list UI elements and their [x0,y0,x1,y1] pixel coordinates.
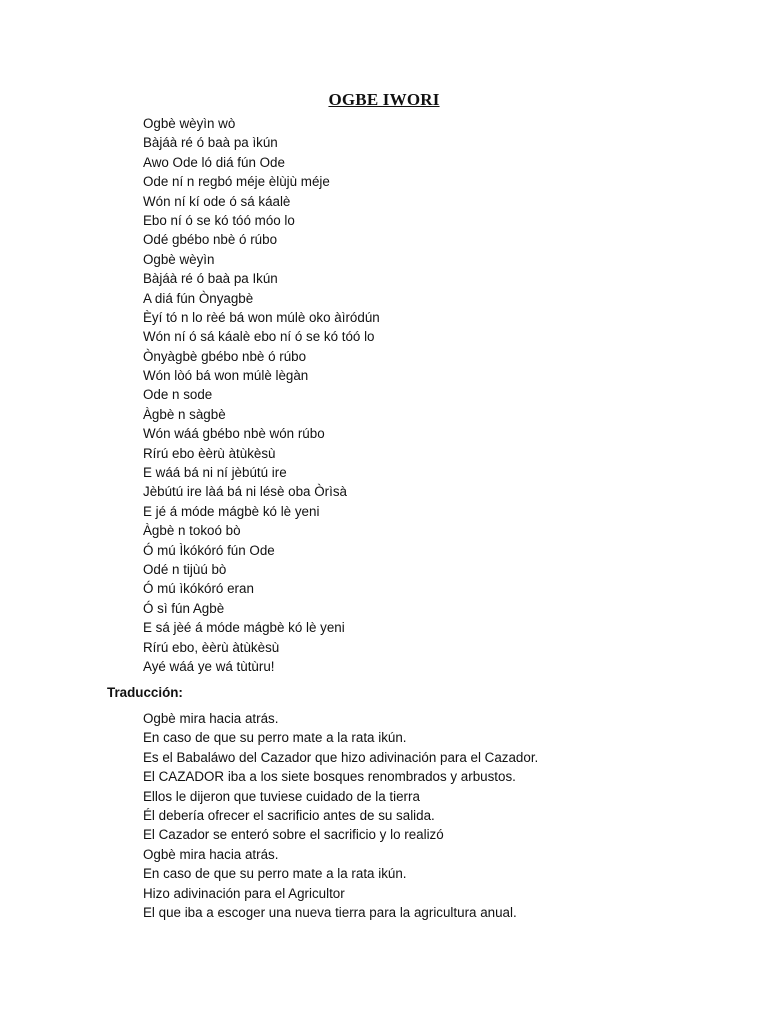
verse-lines [143,114,380,676]
translation-line: El Cazador se enteró sobre el sacrificio y lo realizó [143,827,444,843]
verse-line: Rírú ebo èèrù àtùkèsù [143,445,276,461]
document-title: OGBE IWORI [328,90,440,109]
verse-line: Bàjáà ré ó baà pa Ikún [143,271,278,287]
verse-line: Ogbè wèyìn wò [143,116,236,131]
verse-line: E jé á móde mágbè kó lè yeni [143,503,320,519]
verse-line: Wón ní ó sá káalè ebo ní ó se kó tóó lo [143,329,375,345]
verse-line: Ó mú Ìkókóró fún Ode [143,542,275,558]
verse-line: Ònyàgbè gbébo nbè ó rúbo [143,348,307,364]
verse-line: Odé gbébo nbè ó rúbo [143,232,278,248]
verse-line: Ó sì fún Agbè [143,600,225,616]
translation-line: En caso de que su perro mate a la rata ikún. [143,730,407,746]
verse-line: Rírú ebo, èèrù àtùkèsù [143,639,280,655]
translation-line: Ogbè mira hacia atrás. [143,846,279,862]
verse-line: Ode ní n regbó méje èlùjù méje [143,174,330,190]
verse-line: E sá jèé á móde mágbè kó lè yeni [143,620,345,636]
translation-line: Ogbè mira hacia atrás. [143,711,279,726]
verse-line: Àgbè n tokoó bò [143,523,241,539]
verse-line: Wón lòó bá won múlè lègàn [143,368,309,384]
translation-line: En caso de que su perro mate a la rata ikún. [143,866,407,882]
verse-line: Wón wáá gbébo nbè wón rúbo [143,426,325,442]
verse-line: Awo Ode ló diá fún Ode [143,154,285,170]
translation-line: Es el Babaláwo del Cazador que hizo adivinación para el Cazador. [143,749,539,765]
verse-line: Èyí tó n lo rèé bá won múlè oko àìródún [143,309,380,325]
verse-line: E wáá bá ni ní jèbútú ire [143,465,287,481]
translation-line: Él debería ofrecer el sacrificio antes de su salida. [143,807,435,823]
translation-line: El que iba a escoger una nueva tierra para la agricultura anual. [143,904,517,920]
translation-line: Ellos le dijeron que tuviese cuidado de la tierra [143,788,420,804]
translation-line: Hizo adivinación para el Agricultor [143,885,345,901]
translation-lines [143,709,538,922]
verse-line: Ogbè wèyìn [143,251,215,267]
verse-line: Ebo ní ó se kó tóó móo lo [143,212,295,228]
verse-line: Àgbè n sàgbè [143,406,226,422]
verse-line: Ayé wáá ye wá tùtùru! [143,658,275,674]
verse-line: Ó mú ìkókóró eran [143,581,254,597]
translation-heading: Traducción: [107,685,183,700]
verse-line: Jèbútú ire làá bá ni lésè oba Òrìsà [143,484,347,500]
verse-line: Wón ní kí ode ó sá káalè [143,193,291,209]
verse-line: A diá fún Ònyagbè [143,290,254,306]
verse-line: Ode n sode [143,387,213,403]
verse-line: Bàjáà ré ó baà pa ìkún [143,135,278,151]
verse-line: Odé n tijùú bò [143,561,227,577]
translation-line: El CAZADOR iba a los siete bosques renombrados y arbustos. [143,769,516,785]
